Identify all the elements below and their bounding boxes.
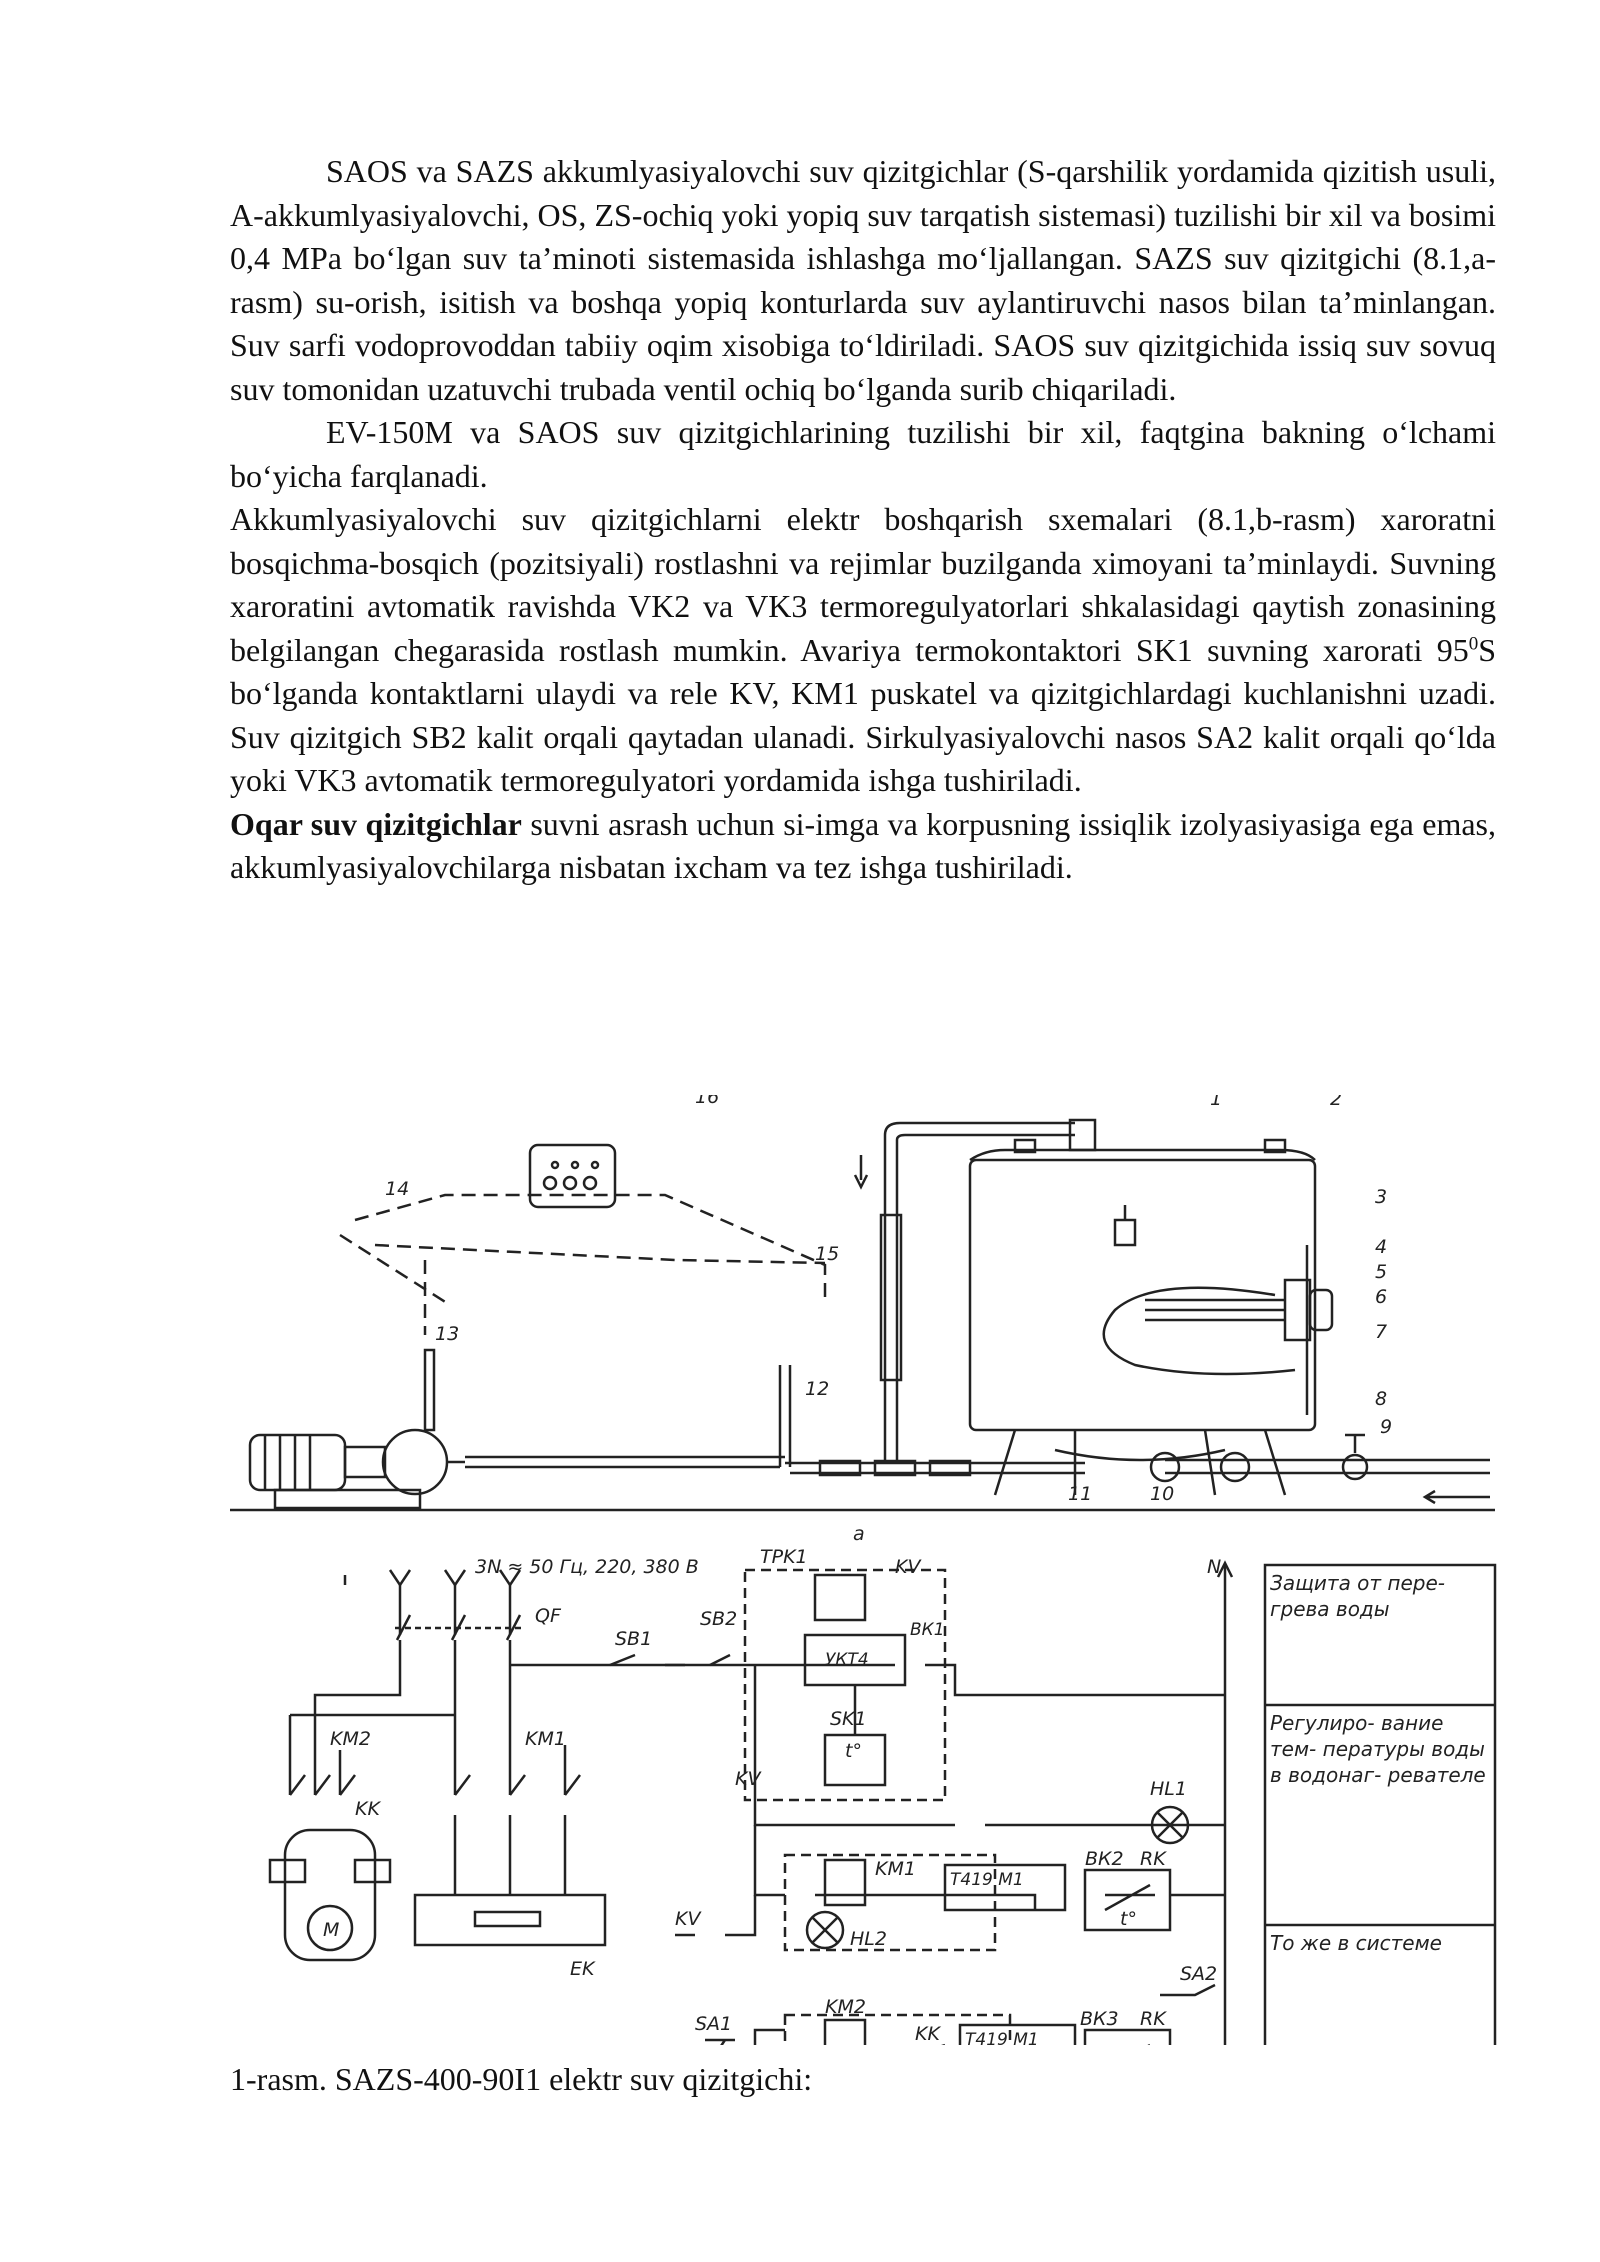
hl2-label: HL2 — [850, 1928, 887, 1950]
vk3-label: ВК3 — [1080, 2008, 1119, 2030]
callout-16: 16 — [695, 1095, 720, 1108]
callout-15: 15 — [815, 1243, 840, 1265]
t419a-label: T419 M1 — [950, 1870, 1024, 1890]
motor-label: M — [323, 1919, 340, 1941]
supply-label: 3N ≈ 50 Гц, 220, 380 В — [475, 1556, 699, 1578]
part-a-label: a — [853, 1523, 865, 1545]
rk2-label: RK — [1140, 1848, 1166, 1870]
callout-3: 3 — [1375, 1186, 1388, 1208]
ek-label: EK — [570, 1958, 595, 1980]
paragraph-4: Oqar suv qizitgichlar suvni asrash uchun si-imga va korpusning issiqlik izolyasiyasiga ega emas, akkumlyasiyalovchilarga nisbatan ixcham va tez ishga tushiriladi. — [230, 805, 1497, 885]
sb2-label: SB2 — [700, 1608, 738, 1630]
km2-label: KM2 — [330, 1728, 371, 1750]
control-panel-16 — [530, 1145, 615, 1207]
t-deg-2: t° — [1120, 1908, 1137, 1930]
vk1-label: ВК1 — [910, 1620, 945, 1640]
kv-low-label: KV — [675, 1908, 701, 1930]
heater-ek — [415, 1895, 605, 1945]
km2-coil-label: KM2 — [825, 1996, 866, 2018]
t419b-label: T419 M1 — [965, 2030, 1039, 2045]
callout-8: 8 — [1375, 1388, 1388, 1410]
callout-6: 6 — [1375, 1286, 1388, 1308]
kk-label: KK — [355, 1798, 380, 1820]
figure-water-heater — [225, 1095, 1500, 2045]
vk2-label: ВК2 — [1085, 1848, 1124, 1870]
note-3: То же в системе — [1270, 1931, 1442, 1955]
sb1-label: SB1 — [615, 1628, 653, 1650]
trk1-label: TPK1 — [760, 1546, 808, 1568]
ukt-label: УКТ4 — [825, 1650, 869, 1670]
document-body — [230, 150, 1496, 890]
rk3-label: RK — [1140, 2008, 1166, 2030]
callout-4: 4 — [1375, 1236, 1388, 1258]
riser-15 — [885, 1123, 1075, 1460]
kv-mid-label: KV — [735, 1768, 761, 1790]
figure-caption: 1-rasm. SAZS-400-90I1 elektr suv qizitgichi: — [230, 2061, 813, 2097]
callout-11: 11 — [1068, 1483, 1093, 1505]
qf-label: QF — [535, 1605, 561, 1627]
sa1-label: SA1 — [695, 2013, 733, 2035]
km1-label: KM1 — [525, 1728, 566, 1750]
callout-10: 10 — [1150, 1483, 1175, 1505]
kv-top-label: KV — [895, 1556, 921, 1578]
callout-5: 5 — [1375, 1261, 1388, 1283]
kk2-label: KK — [915, 2023, 940, 2045]
paragraph-3: Akkumlyasiyalovchi suv qizitgichlarni elektr boshqarish sxemalari (8.1,b-rasm) xaroratni bosqichma-bosqich (pozitsiyali) rostlashni va rejimlar buzilganda ximoyani ta’minlaydi. Suvning xaroratini avtomatik ravishda VK2 va VK3 termoregulyatorlari shkalasidagi qaytish zonasining belgilangan chegarasida rostlash mumkin. Avariya termokontaktori SK1 suvning xarorati $95^0S$ bo‘lganda kontaktlarni ulaydi va rele KV, KM1 puskatel va qizitgichlardagi kuchlanishni uzadi. Suv qizitgich SB2 kalit orqali qaytadan ulanadi. Sirkulyasiyalovchi nasos SA2 kalit orqali qo‘lda yoki VK3 avtomatik termoregulyatori yordamida ishga tushiriladi. — [230, 501, 1496, 798]
callout-13: 13 — [435, 1323, 460, 1345]
riser-left — [425, 1350, 434, 1430]
note-1: Защита от пере- грева воды — [1270, 1571, 1446, 1621]
paragraph-2: EV-150M va SAOS suv qizitgichlarining tuzilishi bir xil, faqtgina bakning o‘lchami bo‘yicha farqlanadi. — [230, 414, 1496, 494]
callout-2: 2 — [1330, 1095, 1343, 1110]
n-label: N — [1207, 1556, 1222, 1578]
callout-14: 14 — [385, 1178, 410, 1200]
cable-14 — [340, 1195, 825, 1335]
callout-7: 7 — [1375, 1321, 1388, 1343]
pump-13 — [383, 1430, 447, 1494]
callout-9: 9 — [1380, 1416, 1393, 1438]
sk1-label: SK1 — [830, 1708, 867, 1730]
notes-table — [1265, 1565, 1495, 2045]
sa2-label: SA2 — [1180, 1963, 1218, 1985]
km1-coil-label: KM1 — [875, 1858, 916, 1880]
paragraph-1: SAOS va SAZS akkumlyasiyalovchi suv qizitgichlar (S-qarshilik yordamida qizitish usuli, A-akkumlyasiyalovchi, OS, ZS-ochiq yoki yopiq suv tarqatish sistemasi) tuzilishi bir xil va bosimi 0,4 MPa bo‘lgan suv ta’minoti sistemasida ishlashga mo‘ljallangan. SAZS suv qizitgichi (8.1,a-rasm) su-orish, isitish va boshqa yopiq konturlarda suv aylantiruvchi nasos bilan ta’minlangan. Suv sarfi vodoprovoddan tabiiy oqim xisobiga to‘ldiriladi. SAOS suv qizitgichida issiq suv sovuq suv tomonidan uzatuvchi trubada ventil ochiq bo‘lganda surib chiqariladi. — [230, 153, 1496, 407]
term-bold: Oqar suv qizitgichlar — [230, 805, 522, 842]
callout-1: 1 — [1210, 1095, 1223, 1110]
t-deg-1: t° — [845, 1740, 862, 1762]
callout-12: 12 — [805, 1378, 830, 1400]
note-2: Регулиро- вание тем- пературы воды в водонаг- ревателе — [1270, 1711, 1486, 1787]
hl1-label: HL1 — [1150, 1778, 1187, 1800]
